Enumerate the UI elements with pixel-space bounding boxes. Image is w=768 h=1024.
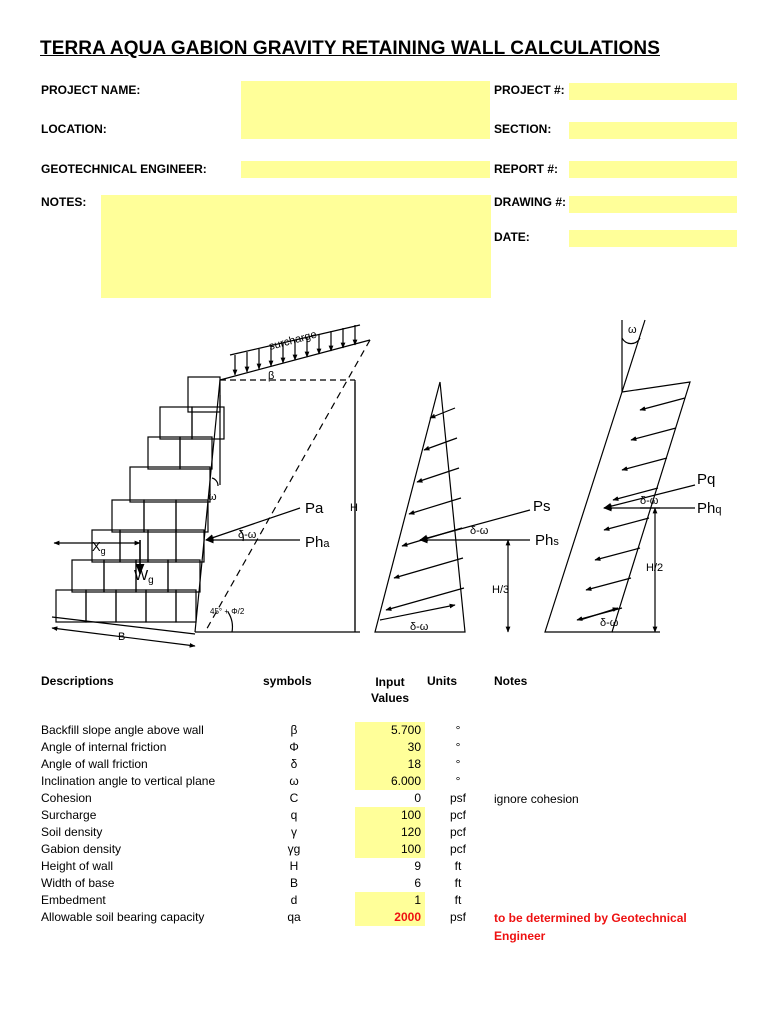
location-label: LOCATION: [41,122,107,136]
param-note: to be determined by Geotechnical Engineer [494,911,687,943]
param-value-input[interactable]: 30 [355,739,425,756]
param-description: Angle of wall friction [41,757,148,771]
param-value-input[interactable]: 6 [414,876,421,890]
param-symbol: B [289,876,298,890]
pa-label: Pa [305,500,324,517]
drawing-number-label: DRAWING #: [494,195,566,209]
param-symbol: qa [287,910,301,924]
param-unit: pcf [449,808,466,822]
pq-label: Pq [697,471,716,488]
drawing-number-field[interactable] [569,196,737,213]
param-symbol: H [289,859,299,873]
param-unit: ft [454,893,462,907]
param-value-input[interactable]: 6.000 [355,773,425,790]
param-value-input[interactable]: 5.700 [355,722,425,739]
param-unit: ° [455,774,461,788]
report-number-field[interactable] [569,161,737,178]
wg-label: $W_g$ [134,567,154,586]
param-value-input[interactable]: 100 [355,807,425,824]
param-unit: ° [455,723,461,737]
h-label: H [350,502,358,514]
project-number-field[interactable] [569,83,737,100]
delta-omega-label-4: δ-ω [640,495,659,507]
section-label: SECTION: [494,122,552,136]
h3-label: H/3 [492,584,510,596]
param-unit: ° [455,740,461,754]
delta-omega-label-5: δ-ω [600,617,619,629]
delta-omega-label-1: δ-ω [238,529,257,541]
gabion-blocks [56,377,224,622]
param-description: Angle of internal friction [41,740,167,754]
param-value-input[interactable]: 2000 [355,909,425,926]
delta-omega-label-2: δ-ω [470,525,489,537]
param-description: Gabion density [41,842,122,856]
param-description: Height of wall [41,859,114,873]
ps-label: Ps [533,498,551,515]
param-symbol: δ [290,757,298,771]
param-value-input[interactable]: 0 [414,791,421,805]
param-value-input[interactable]: 120 [355,824,425,841]
param-description: Soil density [41,825,103,839]
input-values-header: Input Values [370,675,410,705]
param-symbol: d [290,893,298,907]
page-title: TERRA AQUA GABION GRAVITY RETAINING WALL CALCULATIONS [40,38,660,59]
param-unit: psf [449,791,466,805]
omega-label-right: ω [628,324,637,336]
param-unit: ft [454,876,462,890]
omega-label-wall: ω [208,491,217,503]
phs-label: Phs [535,532,559,549]
param-symbol: C [289,791,299,805]
notes-field[interactable] [101,195,491,298]
param-symbol: q [290,808,298,822]
units-header: Units [427,674,457,688]
notes-label: NOTES: [41,195,87,209]
project-number-label: PROJECT #: [494,83,565,97]
param-symbol: ω [289,774,299,788]
param-description: Embedment [41,893,106,907]
param-value-input[interactable]: 100 [355,841,425,858]
param-symbol: γ [291,825,297,839]
param-symbol: β [290,723,298,737]
param-value-input[interactable]: 1 [355,892,425,909]
param-unit: pcf [449,842,466,856]
param-description: Cohesion [41,791,92,805]
date-label: DATE: [494,230,530,244]
param-unit: psf [449,910,466,924]
xg-label: $X_g$ [92,539,106,556]
param-symbol: γg [287,842,301,856]
param-note: ignore cohesion [494,792,579,806]
geotechnical-engineer-label: GEOTECHNICAL ENGINEER: [41,162,207,176]
param-description: Backfill slope angle above wall [41,723,204,737]
pha-label: Pha [305,534,330,551]
angle-label: 45° + Φ/2 [210,607,245,616]
param-description: Allowable soil bearing capacity [41,910,205,924]
project-name-location-field[interactable] [241,81,490,139]
symbols-header: symbols [263,674,312,688]
date-field[interactable] [569,230,737,247]
geotechnical-engineer-field[interactable] [241,161,490,178]
param-description: Surcharge [41,808,97,822]
beta-label: β [268,370,275,382]
report-number-label: REPORT #: [494,162,559,176]
param-value-input[interactable]: 18 [355,756,425,773]
retaining-wall-diagram [0,310,768,655]
param-unit: ° [455,757,461,771]
phq-label: Phq [697,500,722,517]
b-label: B [118,631,126,643]
h2-label: H/2 [646,562,664,574]
descriptions-header: Descriptions [41,674,114,688]
param-symbol: Φ [289,740,299,754]
notes-header: Notes [494,674,528,688]
param-unit: ft [454,859,462,873]
delta-omega-label-3: δ-ω [410,621,429,633]
param-value-input[interactable]: 9 [414,859,421,873]
surcharge-label: surcharge [267,328,319,353]
project-name-label: PROJECT NAME: [41,83,141,97]
param-description: Inclination angle to vertical plane [41,774,216,788]
param-description: Width of base [41,876,115,890]
section-field[interactable] [569,122,737,139]
param-unit: pcf [449,825,466,839]
